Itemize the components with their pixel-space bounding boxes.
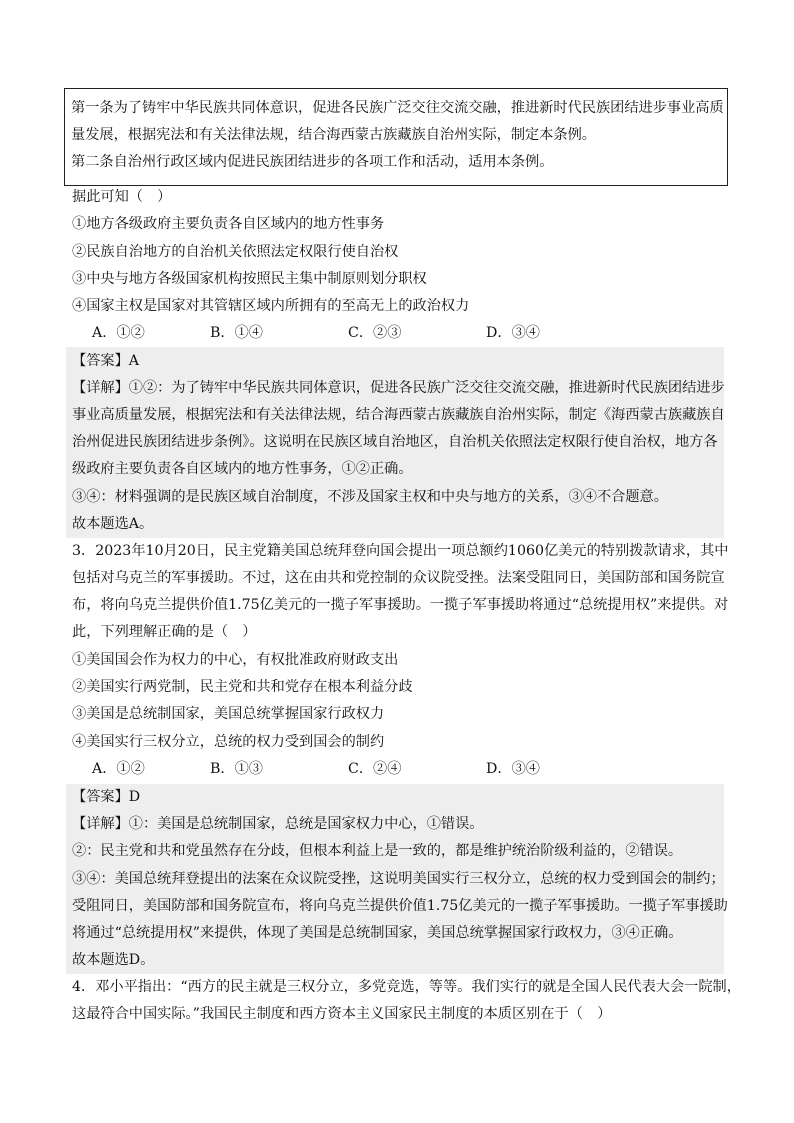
detail-line: ②：民主党和共和党虽然存在分歧，但根本利益上是一致的，都是维护统治阶级利益的，②错误。 [72,843,683,859]
detail-line: 事业高质量发展，根据宪法和有关法律法规，结合海西蒙古族藏族自治州实际，制定《海西蒙古族藏族自 [72,407,725,423]
detail-line: 将通过“总统提用权”来提供，体现了美国是总统制国家，美国总统掌握国家行政权力，③④正确。 [72,925,683,941]
question-choice: ①美国国会作为权力的中心，有权批准政府财政支出 [72,652,399,668]
quote-line: 量发展，根据宪法和有关法律法规，结合海西蒙古族藏族自治州实际，制定本条例。 [71,127,596,143]
question-stem: 布，将向乌克兰提供价值1.75亿美元的一揽子军事援助。一揽子军事援助将通过“总统提用权”来提供。对 [72,597,729,613]
option-c: C．②③ [348,325,402,341]
question-stem: 据此可知（ ） [72,189,172,205]
option-a: A．①② [92,325,145,341]
quote-box [64,88,728,186]
detail-line: 受阻同日，美国防部和国务院宣布，将向乌克兰提供价值1.75亿美元的一揽子军事援助。一揽子军事援助 [72,898,728,914]
detail-line: ③④：美国总统拜登提出的法案在众议院受挫，这说明美国实行三权分立，总统的权力受到国会的制约； [72,871,725,887]
question-choice: ②民族自治地方的自治机关依照法定权限行使自治权 [72,244,399,260]
option-b: B．①④ [210,325,263,341]
detail-line: 【详解】①：美国是总统制国家，总统是国家权力中心，①错误。 [72,816,484,832]
question-choice: ④美国实行三权分立，总统的权力受到国会的制约 [72,734,385,750]
detail-line: 级政府主要负责各自区域内的地方性事务，①②正确。 [72,461,413,477]
detail-line: 故本题选D。 [72,952,155,968]
detail-line: 故本题选A。 [72,516,154,532]
question-choice: ④国家主权是国家对其管辖区域内所拥有的至高无上的政治权力 [72,298,470,314]
option-c: C．②④ [348,761,402,777]
option-b: B．①③ [210,761,263,777]
quote-line: 第一条为了铸牢中华民族共同体意识，促进各民族广泛交往交流交融，推进新时代民族团结进步事业高质 [71,100,724,116]
option-a: A．①② [92,761,145,777]
detail-line: ③④：材料强调的是民族区域自治制度，不涉及国家主权和中央与地方的关系，③④不合题意。 [72,489,668,505]
detail-line: 治州促进民族团结进步条例》。这说明在民族区域自治地区，自治机关依照法定权限行使自治权，地方各 [72,434,718,450]
question-stem: 此，下列理解正确的是（ ） [72,624,257,640]
question-stem: 这最符合中国实际。”我国民主制度和西方资本主义国家民主制度的本质区别在于（ ） [72,1006,612,1022]
option-d: D．③④ [486,325,540,341]
question-choice: ①地方各级政府主要负责各自区域内的地方性事务 [72,216,385,232]
question-choice: ②美国实行两党制，民主党和共和党存在根本利益分歧 [72,679,413,695]
question-stem: 3．2023年10月20日，民主党籍美国总统拜登向国会提出一项总额约1060亿美元的特别拨款请求，其中 [72,543,729,559]
question-choice: ③中央与地方各级国家机构按照民主集中制原则划分职权 [72,271,427,287]
question-choice: ③美国是总统制国家，美国总统掌握国家行政权力 [72,706,385,722]
quote-line: 第二条自治州行政区域内促进民族团结进步的各项工作和活动，适用本条例。 [71,154,554,170]
detail-line: 【详解】①②：为了铸牢中华民族共同体意识，促进各民族广泛交往交流交融，推进新时代民族团结进步 [72,380,725,396]
question-stem: 4．邓小平指出：“西方的民主就是三权分立，多党竞选，等等。我们实行的就是全国人民代表大会一院制， [72,979,741,995]
option-d: D．③④ [486,761,540,777]
question-stem: 包括对乌克兰的军事援助。不过，这在由共和党控制的众议院受挫。法案受阻同日，美国防部和国务院宣 [72,570,725,586]
answer-line: 【答案】A [72,353,139,369]
answer-line: 【答案】D [72,789,141,805]
